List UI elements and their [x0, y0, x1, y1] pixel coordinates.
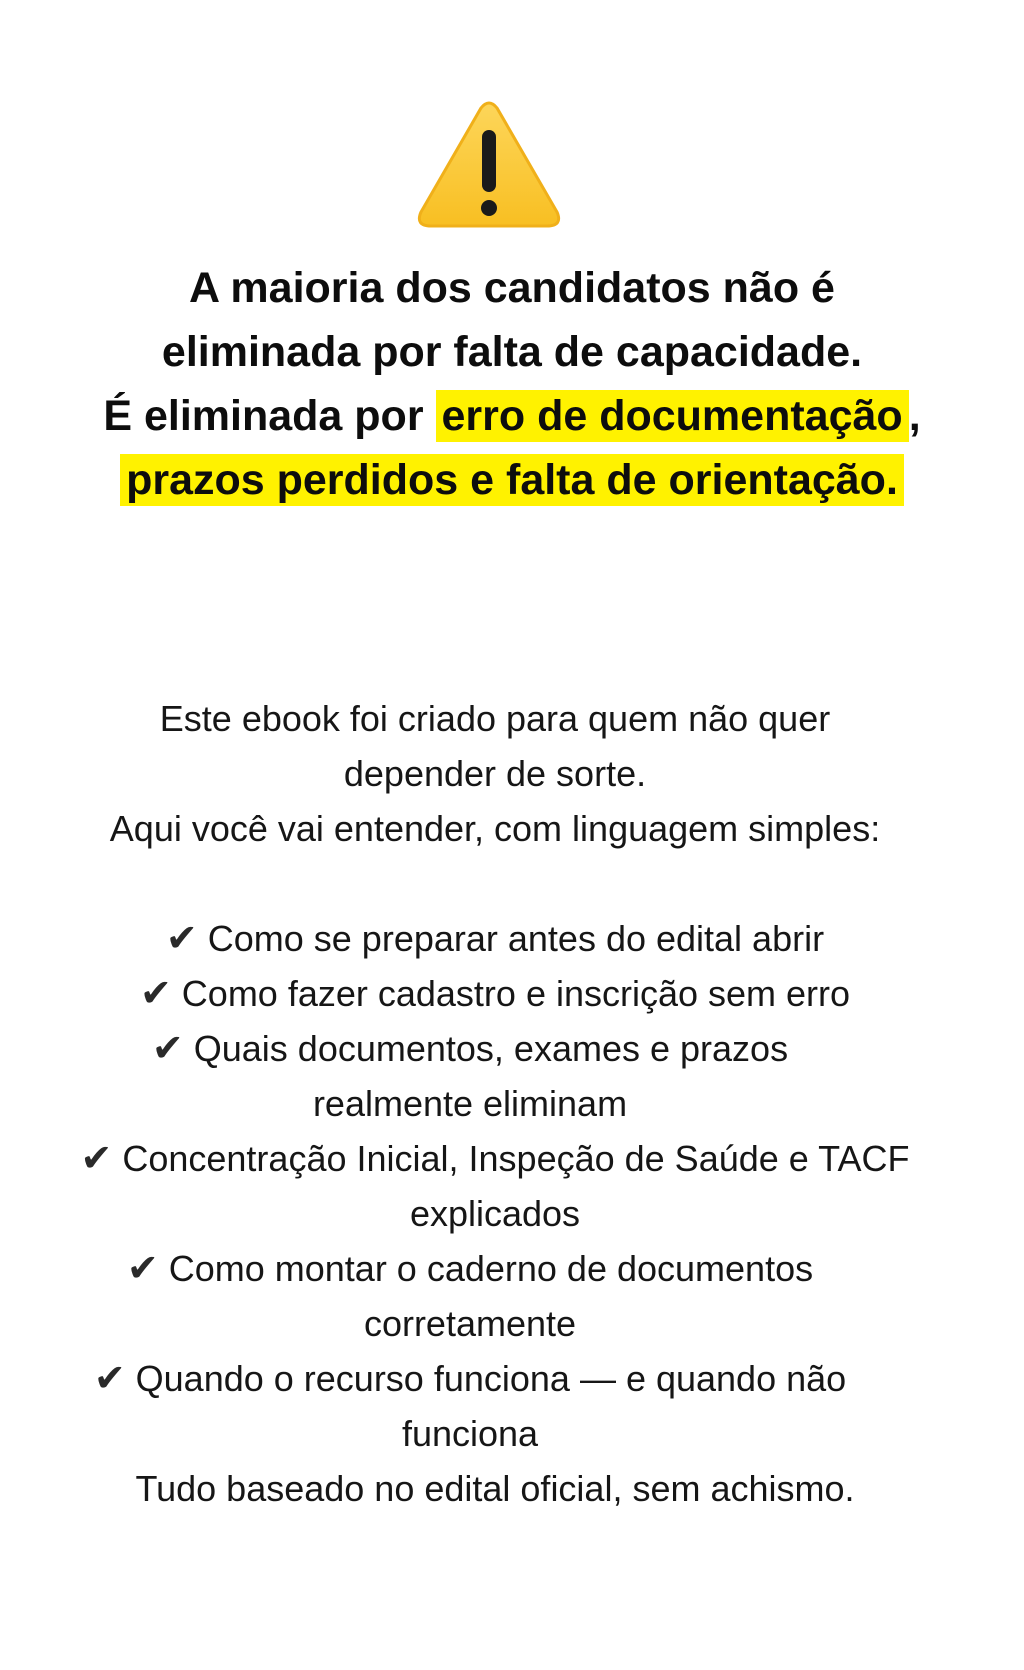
- ebook-description: [80, 691, 910, 1516]
- headline-highlight-2: prazos perdidos e falta de orientação.: [120, 454, 904, 506]
- headline-highlight-1: erro de documentação: [436, 390, 909, 442]
- checklist-item-text: Quais documentos, exames e prazos realmente eliminam: [193, 1028, 789, 1124]
- checklist-item-text: Quando o recurso funciona — e quando não funciona: [135, 1358, 847, 1454]
- checklist-item-text: Como se preparar antes do edital abrir: [207, 918, 825, 959]
- checklist-item: [80, 911, 910, 966]
- checklist-item-text: Como montar o caderno de documentos corretamente: [168, 1248, 814, 1344]
- exclamation-bar: [482, 130, 496, 192]
- checklist-item-text: Concentração Inicial, Inspeção de Saúde e TACF explicados: [122, 1138, 910, 1234]
- headline-line-2: eliminada por falta de capacidade.: [161, 328, 863, 376]
- headline-line-1: A maioria dos candidatos não é: [189, 264, 835, 312]
- checkmark-icon: ✔: [80, 1136, 113, 1180]
- checklist-item: [80, 1241, 860, 1351]
- checklist-item-text: Como fazer cadastro e inscrição sem erro: [181, 973, 851, 1014]
- checkmark-icon: ✔: [93, 1356, 126, 1400]
- checklist-item: [80, 966, 910, 1021]
- checkmark-icon: ✔: [151, 1026, 184, 1070]
- checkmark-icon: ✔: [139, 971, 172, 1015]
- checklist-item: [80, 1021, 860, 1131]
- headline: [0, 256, 1024, 512]
- checklist-item: [80, 1351, 860, 1461]
- checklist-item: [80, 1131, 910, 1241]
- checkmark-icon: ✔: [126, 1246, 159, 1290]
- closing-line: Tudo baseado no edital oficial, sem achismo.: [135, 1468, 855, 1509]
- headline-line-3-prefix: É eliminada por: [103, 392, 436, 440]
- intro-paragraph-2: Aqui você vai entender, com linguagem simples:: [109, 808, 881, 849]
- checkmark-icon: ✔: [165, 916, 198, 960]
- headline-line-3-suffix: ,: [908, 392, 921, 440]
- exclamation-dot: [481, 200, 497, 216]
- warning-icon: [417, 100, 561, 230]
- intro-paragraph-1: Este ebook foi criado para quem não quer depender de sorte.: [159, 698, 831, 794]
